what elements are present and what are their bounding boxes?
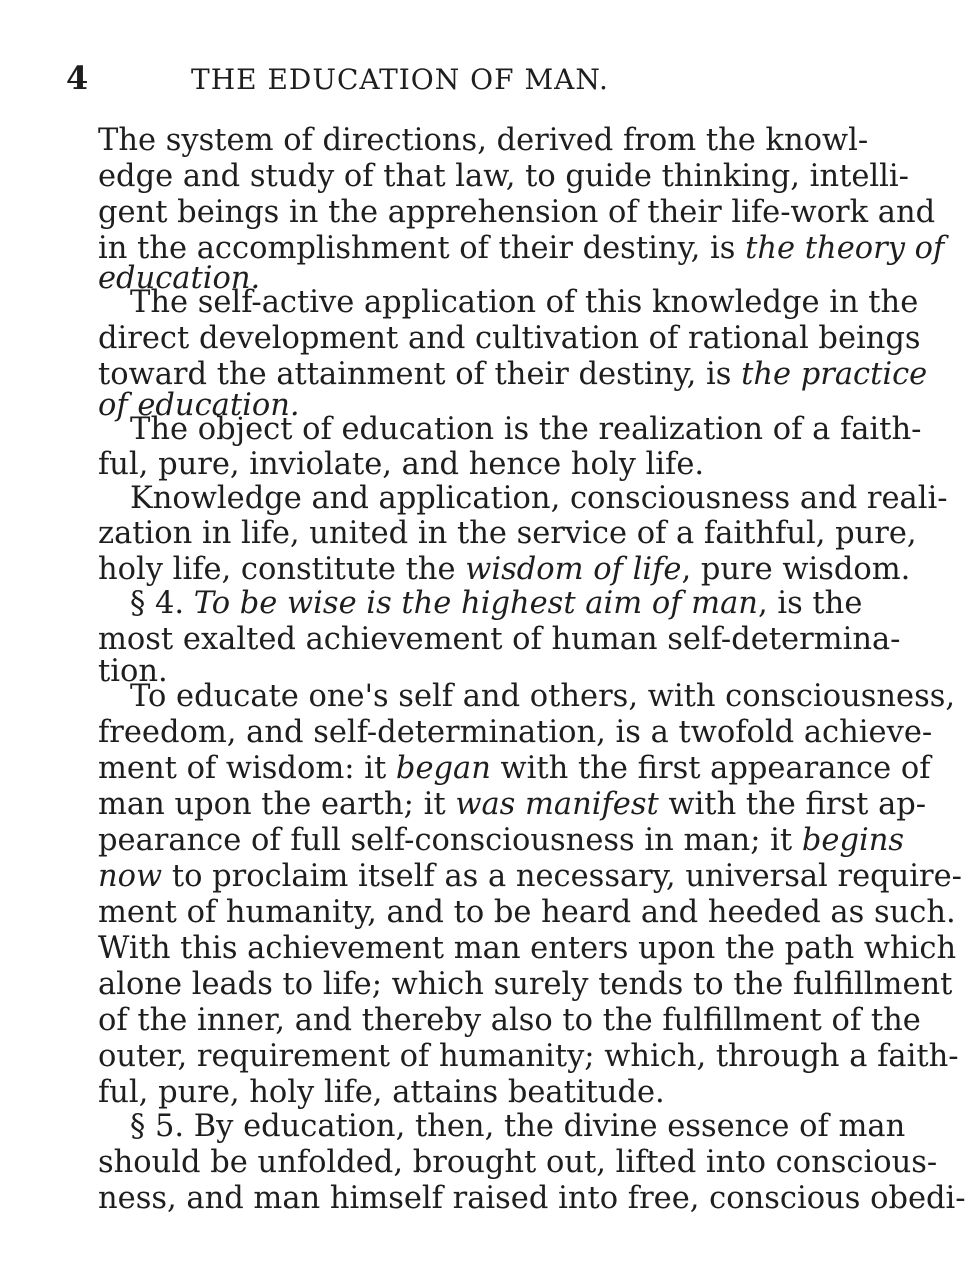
text-line: § 4. To be wise is the highest aim of man, is the [130, 586, 863, 621]
text-line: zation in life, united in the service of a faithful, pure, [98, 516, 917, 551]
text-line: alone leads to life; which surely tends to the fulfillment [98, 967, 953, 1002]
text-line: holy life, constitute the wisdom of life, pure wisdom. [98, 552, 911, 587]
italic-text: To be wise is the highest aim of man [193, 586, 758, 621]
italic-text: the theory of [745, 231, 945, 266]
text-line: in the accomplishment of their destiny, is the theory of [98, 231, 945, 266]
text-line: gent beings in the apprehension of their life-work and [98, 195, 936, 230]
italic-text: begins [801, 823, 905, 858]
text-line: man upon the earth; it was manifest with the first ap- [98, 787, 927, 822]
text-line: now to proclaim itself as a necessary, universal require- [98, 859, 962, 894]
italic-text: wisdom of life [465, 552, 682, 587]
italic-text: was manifest [455, 787, 659, 822]
text-line: ful, pure, holy life, attains beatitude. [98, 1075, 665, 1110]
text-line: of the inner, and thereby also to the fulfillment of the [98, 1003, 921, 1038]
page-number: 4 [66, 59, 89, 97]
text-line: should be unfolded, brought out, lifted into conscious- [98, 1145, 938, 1180]
italic-text: education. [98, 261, 261, 296]
text-line: The object of education is the realization of a faith- [130, 412, 922, 447]
text-line: direct development and cultivation of rational beings [98, 321, 921, 356]
text-line: The system of directions, derived from the knowl- [98, 123, 869, 158]
text-line: The self-active application of this knowledge in the [130, 285, 919, 320]
italic-text: the practice [741, 357, 928, 392]
text-line: outer, requirement of humanity; which, through a faith- [98, 1039, 959, 1074]
text-line: ment of humanity, and to be heard and heeded as such. [98, 895, 956, 930]
text-line: pearance of full self-consciousness in man; it begins [98, 823, 905, 858]
running-head: THE EDUCATION OF MAN. [191, 63, 609, 96]
italic-text: now [98, 859, 163, 894]
text-line: ful, pure, inviolate, and hence holy life. [98, 447, 705, 482]
text-line: ment of wisdom: it began with the first appearance of [98, 751, 931, 786]
text-line: § 5. By education, then, the divine essence of man [130, 1109, 906, 1144]
italic-text: of education. [98, 388, 300, 423]
text-line: toward the attainment of their destiny, is the practice [98, 357, 928, 392]
text-line: tion. [98, 654, 168, 689]
text-line: ness, and man himself raised into free, conscious obedi- [98, 1181, 966, 1216]
text-line: Knowledge and application, consciousness and reali- [130, 481, 948, 516]
text-line: freedom, and self-determination, is a twofold achieve- [98, 715, 933, 750]
italic-text: began [395, 751, 491, 786]
text-line: most exalted achievement of human self-determina- [98, 622, 901, 657]
text-line: To educate one's self and others, with consciousness, [130, 679, 956, 714]
text-line: With this achievement man enters upon the path which [98, 931, 957, 966]
text-line: edge and study of that law, to guide thinking, intelli- [98, 159, 909, 194]
